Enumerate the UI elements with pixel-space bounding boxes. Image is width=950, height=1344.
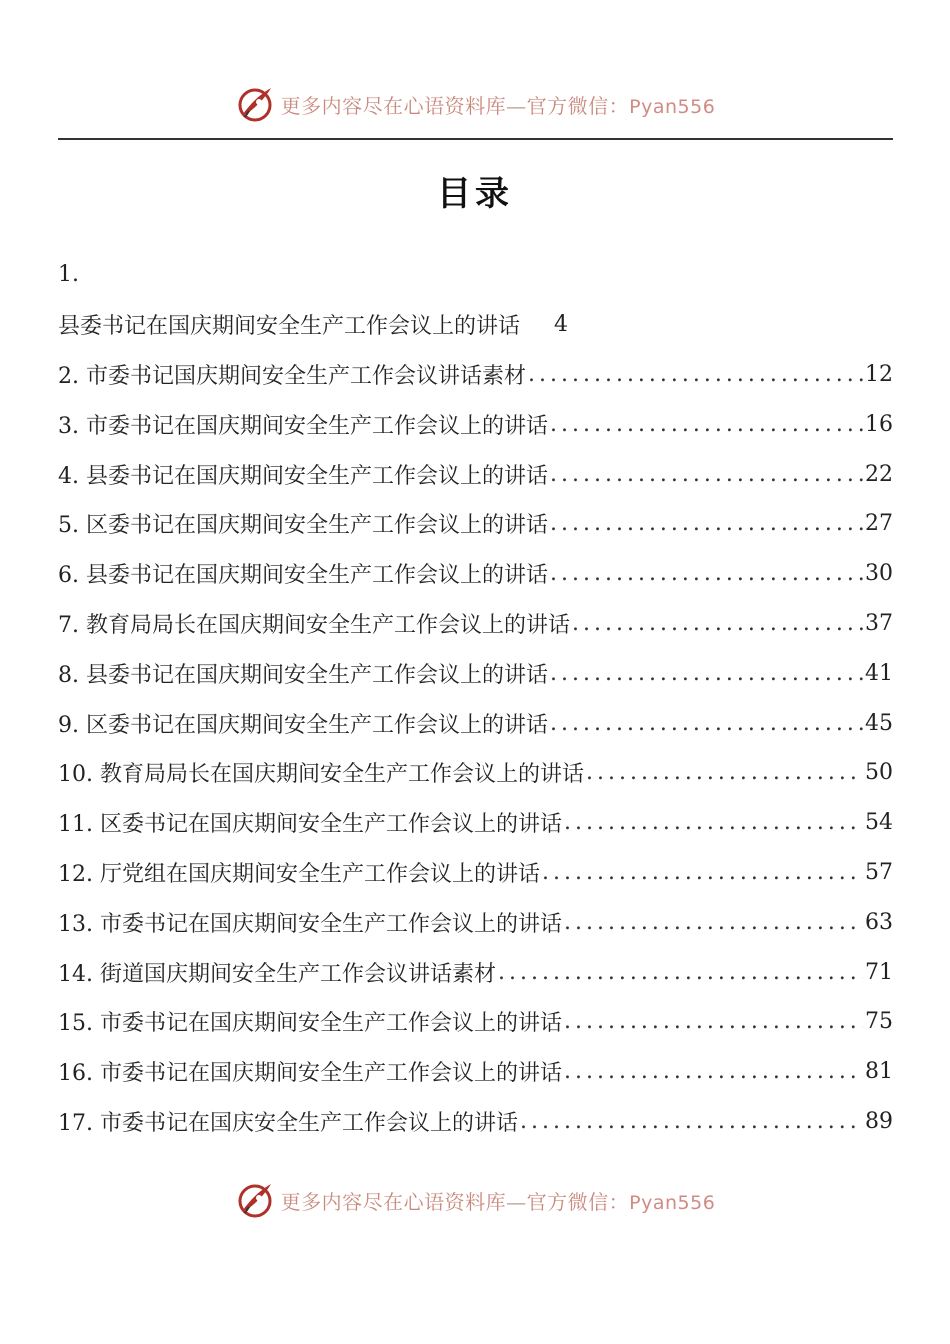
- page-header: [0, 82, 950, 126]
- toc-dot-leader: [550, 511, 863, 536]
- toc-dot-leader: [564, 1059, 863, 1084]
- toc-entry-title: 12. 厅党组在国庆期间安全生产工作会议上的讲话: [58, 861, 540, 887]
- toc-dot-leader: [550, 412, 863, 437]
- toc-entry-12[interactable]: [58, 848, 893, 898]
- toc-entry-11[interactable]: [58, 798, 893, 848]
- footer-brand-sep: —: [506, 1189, 527, 1214]
- toc-dot-leader: [564, 1009, 863, 1034]
- toc-entry-2[interactable]: [58, 350, 893, 400]
- toc-entry-title: 14. 街道国庆期间安全生产工作会议讲话素材: [58, 961, 496, 987]
- toc-entry-title: 10. 教育局局长在国庆期间安全生产工作会议上的讲话: [58, 762, 584, 788]
- footer-brand: [235, 1180, 716, 1220]
- footer-brand-text: [281, 1186, 716, 1215]
- quill-pen-logo-icon: [235, 1180, 275, 1220]
- header-brand-id: Pyan556: [629, 95, 716, 118]
- toc-entry-title: 4. 县委书记在国庆期间安全生产工作会议上的讲话: [58, 463, 548, 489]
- quill-pen-logo-icon: [235, 84, 275, 124]
- toc-dot-leader: [542, 860, 863, 885]
- toc-entry-title: 15. 市委书记在国庆期间安全生产工作会议上的讲话: [58, 1011, 562, 1037]
- toc-entry-14[interactable]: [58, 947, 893, 997]
- toc-entry-6[interactable]: [58, 549, 893, 599]
- toc-entry-title: 8. 县委书记在国庆期间安全生产工作会议上的讲话: [58, 662, 548, 688]
- toc-dot-leader: [586, 760, 863, 785]
- toc-entry-title: 13. 市委书记在国庆期间安全生产工作会议上的讲话: [58, 911, 562, 937]
- toc-entry-title: 16. 市委书记在国庆期间安全生产工作会议上的讲话: [58, 1061, 562, 1087]
- toc-dot-leader: [520, 1109, 863, 1134]
- toc-entry-9[interactable]: [58, 698, 893, 748]
- toc-entry-4[interactable]: [58, 449, 893, 499]
- toc-entry-1[interactable]: [58, 300, 893, 350]
- toc-dot-leader: [550, 711, 863, 736]
- footer-brand-id: Pyan556: [629, 1191, 716, 1214]
- page-title: 目录: [437, 174, 513, 214]
- page-footer: [0, 1178, 950, 1222]
- toc-entry-page: 57: [865, 859, 893, 885]
- toc-dot-leader: [564, 910, 863, 935]
- toc-dot-leader: [572, 611, 863, 636]
- toc-entry-15[interactable]: [58, 997, 893, 1047]
- header-brand-sub: 官方微信：: [526, 93, 630, 118]
- toc-entry-title: 县委书记在国庆期间安全生产工作会议上的讲话: [58, 314, 521, 340]
- toc-entry-page: 30: [865, 561, 893, 587]
- header-brand-text: [281, 90, 716, 119]
- toc-entry-page: 81: [865, 1059, 893, 1085]
- toc-entry-page: 4: [554, 312, 569, 338]
- toc-entry-page: 27: [865, 511, 893, 537]
- toc-entry-title: 5. 区委书记在国庆期间安全生产工作会议上的讲话: [58, 513, 548, 539]
- footer-brand-main: 更多内容尽在心语资料库: [280, 1189, 507, 1214]
- toc-entry-page: 89: [865, 1108, 893, 1134]
- header-divider: [58, 138, 893, 140]
- toc-entry-page: 41: [865, 660, 893, 686]
- toc-entry-page: 45: [865, 710, 893, 736]
- toc-entry-7[interactable]: [58, 599, 893, 649]
- toc-dot-leader: [550, 561, 863, 586]
- footer-brand-sub: 官方微信：: [526, 1189, 630, 1214]
- toc-entry-title: 11. 区委书记在国庆期间安全生产工作会议上的讲话: [58, 812, 562, 838]
- toc-entry-page: 12: [865, 361, 893, 387]
- toc-dot-leader: [564, 810, 863, 835]
- toc-entry-page: 37: [865, 610, 893, 636]
- table-of-contents: [58, 250, 893, 1146]
- toc-entry-13[interactable]: [58, 897, 893, 947]
- toc-entry-page: 63: [865, 909, 893, 935]
- toc-entry-title: 6. 县委书记在国庆期间安全生产工作会议上的讲话: [58, 563, 548, 589]
- toc-dot-leader: [498, 960, 863, 985]
- toc-dot-leader: [528, 362, 863, 387]
- toc-first-number-text: 1.: [58, 262, 79, 288]
- toc-entry-5[interactable]: [58, 499, 893, 549]
- toc-entry-title: 17. 市委书记在国庆安全生产工作会议上的讲话: [58, 1110, 518, 1136]
- toc-entry-16[interactable]: [58, 1047, 893, 1097]
- toc-entry-10[interactable]: [58, 748, 893, 798]
- header-brand-sep: —: [506, 93, 527, 118]
- toc-dot-leader: [550, 661, 863, 686]
- toc-entry-title: 7. 教育局局长在国庆期间安全生产工作会议上的讲话: [58, 612, 570, 638]
- toc-entry-page: 75: [865, 1009, 893, 1035]
- toc-first-number: [58, 250, 893, 300]
- toc-entry-page: 22: [865, 461, 893, 487]
- toc-entry-3[interactable]: [58, 399, 893, 449]
- toc-dot-leader: [550, 462, 863, 487]
- toc-entry-page: 71: [865, 959, 893, 985]
- toc-entry-8[interactable]: [58, 648, 893, 698]
- toc-entry-page: 16: [865, 411, 893, 437]
- toc-entry-title: 2. 市委书记国庆期间安全生产工作会议讲话素材: [58, 363, 526, 389]
- toc-entry-page: 54: [865, 810, 893, 836]
- toc-entry-list: [58, 350, 893, 1147]
- toc-entry-title: 3. 市委书记在国庆期间安全生产工作会议上的讲话: [58, 413, 548, 439]
- toc-entry-17[interactable]: [58, 1097, 893, 1147]
- header-brand-main: 更多内容尽在心语资料库: [280, 93, 507, 118]
- toc-entry-page: 50: [865, 760, 893, 786]
- header-brand: [235, 84, 716, 124]
- toc-entry-title: 9. 区委书记在国庆期间安全生产工作会议上的讲话: [58, 712, 548, 738]
